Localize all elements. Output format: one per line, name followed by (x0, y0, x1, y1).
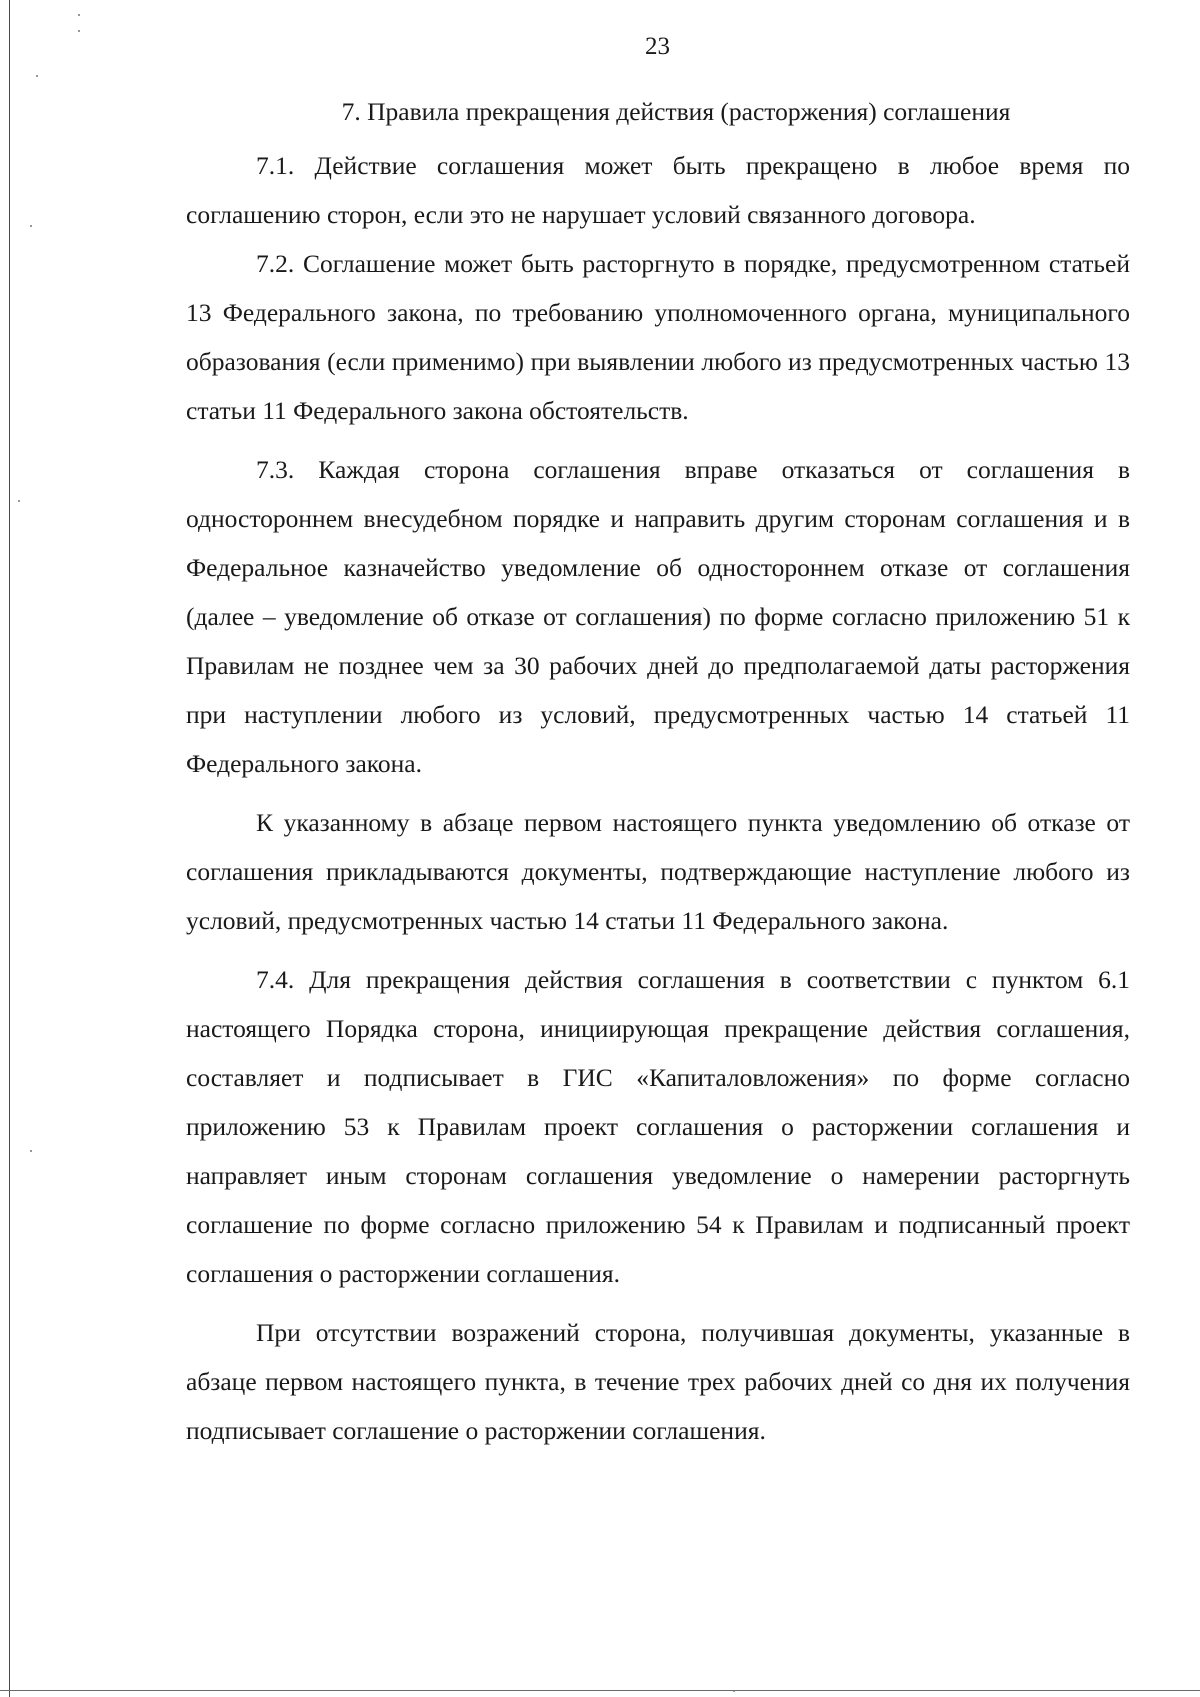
paragraph-7-3: 7.3. Каждая сторона соглашения вправе отказаться от соглашения в одностороннем внесудебном порядке и направить другим сторонам соглашения и в Федеральное казначейство уведомление об одностороннем отказе от соглашения (далее – уведомление об отказе от соглашения) по форме согласно приложению 51 к Правилам не позднее чем за 30 рабочих дней до предполагаемой даты расторжения при наступлении любого из условий, предусмотренных частью 14 статьей 11 Федерального закона. (186, 455, 1130, 778)
scan-speck (733, 1690, 735, 1692)
scan-speck (30, 1150, 32, 1152)
paragraph-gap (186, 788, 1130, 798)
paragraph-7-4: 7.4. Для прекращения действия соглашения в соответствии с пунктом 6.1 настоящего Порядка сторона, инициирующая прекращение действия соглашения, составляет и подписывает в ГИС «Капиталовложения» по форме согласно приложению 53 к Правилам проект соглашения о расторжении соглашения и направляет иным сторонам соглашения уведомление о намерении расторгнуть соглашение по форме согласно приложению 54 к Правилам и подписанный проект соглашения о расторжении соглашения. (186, 965, 1130, 1288)
paragraph-7-4-no-objections: При отсутствии возражений сторона, получившая документы, указанные в абзаце первом настоящего пункта, в течение трех рабочих дней со дня их получения подписывает соглашение о расторжении соглашения. (186, 1318, 1130, 1445)
paragraph-7-2: 7.2. Соглашение может быть расторгнуто в порядке, предусмотренном статьей 13 Федерального закона, по требованию уполномоченного органа, муниципального образования (если применимо) при выявлении любого из предусмотренных частью 13 статьи 11 Федерального закона обстоятельств. (186, 249, 1130, 425)
scan-speck (30, 225, 32, 227)
paragraph-gap (186, 1298, 1130, 1308)
scan-edge-bottom (0, 1690, 1200, 1691)
scan-speck (36, 75, 38, 77)
scan-speck (78, 14, 80, 16)
document-body (186, 93, 1130, 1455)
section-heading: 7. Правила прекращения действия (расторжения) соглашения (341, 97, 1011, 126)
paragraph-7-1: 7.1. Действие соглашения может быть прекращено в любое время по соглашению сторон, если это не нарушает условий связанного договора. (186, 151, 1130, 229)
scan-edge-left (9, 0, 10, 1697)
paragraph-7-3-attachment: К указанному в абзаце первом настоящего пункта уведомлению об отказе от соглашения прикладываются документы, подтверждающие наступление любого из условий, предусмотренных частью 14 статьи 11 Федерального закона. (186, 808, 1130, 935)
paragraph-gap (186, 435, 1130, 445)
scan-speck (18, 500, 20, 502)
page-number: 23 (645, 33, 670, 60)
paragraph-gap (186, 945, 1130, 955)
